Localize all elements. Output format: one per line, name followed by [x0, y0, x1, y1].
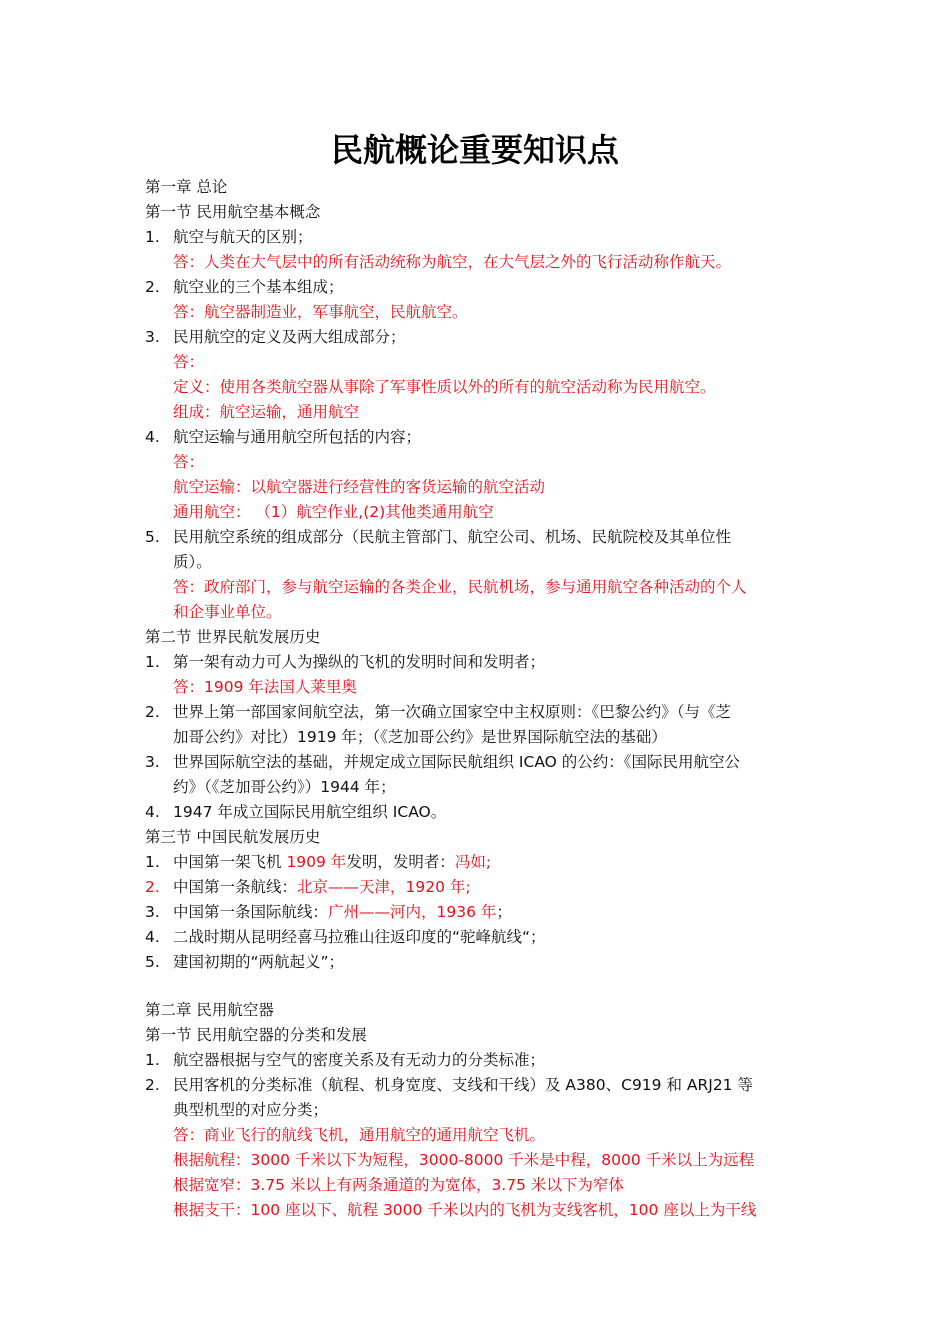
- highlight-route: 北京——天津，1920 年;: [297, 878, 471, 896]
- highlight-inventor: 冯如;: [454, 853, 492, 871]
- item-number: 3.: [145, 753, 160, 771]
- text-run: 中国第一架飞机: [173, 853, 287, 871]
- item-text: 1947 年成立国际民用航空组织 ICAO。: [173, 803, 447, 821]
- answer-text: 组成：航空运输，通用航空: [173, 403, 360, 421]
- text-run: 发明，发明者：: [346, 853, 455, 871]
- section-heading: 第一节 民用航空基本概念: [145, 203, 321, 221]
- answer-label: 答：: [173, 353, 205, 371]
- item-text: 建国初期的“两航起义”；: [173, 953, 345, 971]
- answer-text: 通用航空： （1）航空作业,(2)其他类通用航空: [173, 503, 494, 521]
- answer-text: 答：1909 年法国人莱里奥: [173, 678, 357, 696]
- answer-text: 答：航空器制造业，军事航空，民航航空。: [173, 303, 468, 321]
- item-number: 4.: [145, 803, 160, 821]
- item-number: 3.: [145, 328, 160, 346]
- item-number: 2.: [145, 703, 160, 721]
- question-text: 航空业的三个基本组成；: [173, 278, 344, 296]
- item-number: 2.: [145, 1076, 160, 1094]
- item-number: 1.: [145, 228, 160, 246]
- question-text-cont: 质）。: [173, 553, 212, 571]
- chapter-heading: 第二章 民用航空器: [145, 1001, 274, 1019]
- item-text: [173, 850, 491, 875]
- answer-text: 答：商业飞行的航线飞机，通用航空的通用航空飞机。: [173, 1126, 546, 1144]
- section-heading: 第一节 民用航空器的分类和发展: [145, 1026, 367, 1044]
- item-number: 5.: [145, 953, 160, 971]
- answer-text: 答：政府部门，参与航空运输的各类企业，民航机场，参与通用航空各种活动的个人: [173, 578, 747, 596]
- answer-text: 答：人类在大气层中的所有活动统称为航空，在大气层之外的飞行活动称作航天。: [173, 253, 732, 271]
- item-number: 1.: [145, 853, 160, 871]
- item-number: 5.: [145, 528, 160, 546]
- chapter-heading: 第一章 总论: [145, 178, 228, 196]
- answer-text: 定义：使用各类航空器从事除了军事性质以外的所有的航空活动称为民用航空。: [173, 378, 716, 396]
- question-text: 民用航空系统的组成部分（民航主管部门、航空公司、机场、民航院校及其单位性: [173, 528, 732, 546]
- text-run: ；: [496, 903, 512, 921]
- answer-text: 根据支干：100 座以下、航程 3000 千米以内的飞机为支线客机，100 座以上为干线: [173, 1201, 757, 1219]
- highlight-route: 广州——河内，1936 年: [328, 903, 497, 921]
- item-text: [173, 900, 512, 925]
- item-text: 航空器根据与空气的密度关系及有无动力的分类标准；: [173, 1051, 546, 1069]
- text-run: 中国第一条航线：: [173, 878, 298, 896]
- item-number: 1.: [145, 653, 160, 671]
- item-text: 民用客机的分类标准（航程、机身宽度、支线和干线）及 A380、C919 和 ARJ21 等: [173, 1076, 753, 1094]
- item-text: 二战时期从昆明经喜马拉雅山往返印度的“驼峰航线“；: [173, 928, 546, 946]
- document-title: 民航概论重要知识点: [330, 131, 619, 169]
- item-number: 2.: [145, 278, 160, 296]
- answer-text: 根据宽窄：3.75 米以上有两条通道的为宽体，3.75 米以下为窄体: [173, 1176, 624, 1194]
- answer-text: 根据航程：3000 千米以下为短程，3000-8000 千米是中程，8000 千米以上为远程: [173, 1151, 755, 1169]
- text-run: 中国第一条国际航线：: [173, 903, 329, 921]
- answer-text-cont: 和企事业单位。: [173, 603, 282, 621]
- section-heading: 第三节 中国民航发展历史: [145, 828, 321, 846]
- section-heading: 第二节 世界民航发展历史: [145, 628, 321, 646]
- item-number: 3.: [145, 903, 160, 921]
- item-number: 2.: [145, 878, 160, 896]
- item-text-cont: 加哥公约》对比）1919 年；（《芝加哥公约》是世界国际航空法的基础）: [173, 728, 667, 746]
- question-text: 第一架有动力可人为操纵的飞机的发明时间和发明者；: [173, 653, 546, 671]
- question-text: 航空运输与通用航空所包括的内容；: [173, 428, 422, 446]
- item-text: 世界国际航空法的基础，并规定成立国际民航组织 ICAO 的公约：《国际民用航空公: [173, 753, 741, 771]
- answer-label: 答：: [173, 453, 205, 471]
- question-text: 航空与航天的区别；: [173, 228, 313, 246]
- item-number: 1.: [145, 1051, 160, 1069]
- answer-text: 航空运输：以航空器进行经营性的客货运输的航空活动: [173, 478, 546, 496]
- item-number: 4.: [145, 428, 160, 446]
- item-text-cont: 典型机型的对应分类；: [173, 1101, 329, 1119]
- item-text: 世界上第一部国家间航空法，第一次确立国家空中主权原则：《巴黎公约》（与《芝: [173, 703, 732, 721]
- item-text: [173, 875, 471, 900]
- item-text-cont: 约》（《芝加哥公约》）1944 年；: [173, 778, 396, 796]
- item-number: 4.: [145, 928, 160, 946]
- question-text: 民用航空的定义及两大组成部分；: [173, 328, 406, 346]
- highlight-year: 1909 年: [286, 853, 347, 871]
